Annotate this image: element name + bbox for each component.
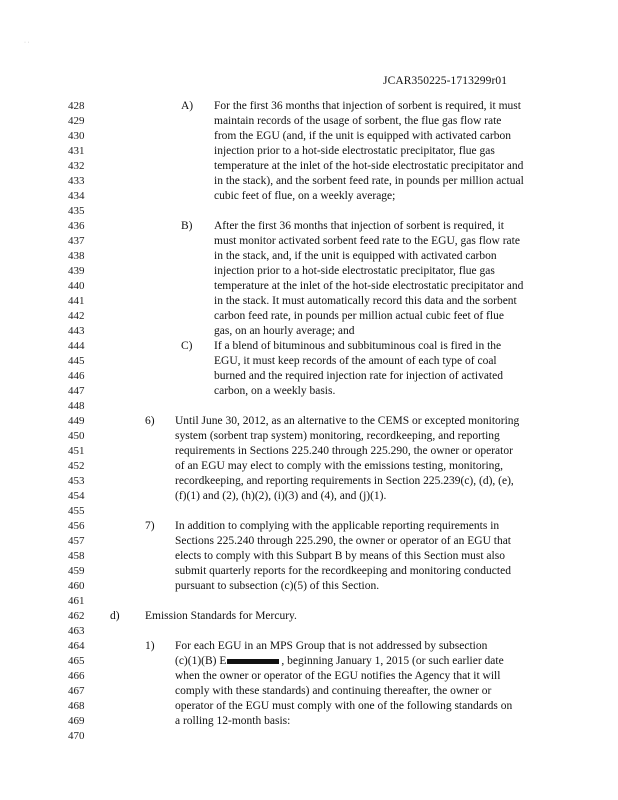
paragraph-d1-line: a rolling 12-month basis: bbox=[175, 715, 291, 727]
line-number: 438 bbox=[68, 250, 85, 262]
line-number: 466 bbox=[68, 670, 85, 682]
paragraph-7-line: submit quarterly reports for the recordkeeping and monitoring conducted bbox=[175, 565, 511, 577]
subsection-d-heading: Emission Standards for Mercury. bbox=[145, 610, 297, 622]
line-number: 439 bbox=[68, 265, 85, 277]
line-number: 457 bbox=[68, 535, 85, 547]
paragraph-6-line: of an EGU may elect to comply with the emissions testing, monitoring, bbox=[175, 460, 504, 472]
paragraph-7-line: pursuant to subsection (c)(5) of this Section. bbox=[175, 580, 380, 592]
line-number: 459 bbox=[68, 565, 85, 577]
corner-mark: · · bbox=[24, 40, 30, 46]
line-number: 443 bbox=[68, 325, 85, 337]
item-b-line: in the stack, and, if the unit is equipped with activated carbon bbox=[214, 250, 497, 262]
line-number: 467 bbox=[68, 685, 85, 697]
subsection-label-d: d) bbox=[110, 610, 120, 622]
line-number: 462 bbox=[68, 610, 85, 622]
line-number: 448 bbox=[68, 400, 85, 412]
line-number: 442 bbox=[68, 310, 85, 322]
d1-line2-post: , beginning January 1, 2015 (or such earlier date bbox=[281, 655, 504, 667]
document-id: JCAR350225-1713299r01 bbox=[383, 75, 508, 87]
line-number: 430 bbox=[68, 130, 85, 142]
line-number: 449 bbox=[68, 415, 85, 427]
item-a-line: in the stack), and the sorbent feed rate, in pounds per million actual bbox=[214, 175, 524, 187]
item-b-line: must monitor activated sorbent feed rate to the EGU, gas flow rate bbox=[214, 235, 520, 247]
line-number: 453 bbox=[68, 475, 85, 487]
paragraph-6-line: system (sorbent trap system) monitoring, recordkeeping, and reporting bbox=[175, 430, 500, 442]
line-number: 456 bbox=[68, 520, 85, 532]
line-number: 433 bbox=[68, 175, 85, 187]
line-number: 463 bbox=[68, 625, 85, 637]
line-number: 440 bbox=[68, 280, 85, 292]
paragraph-d1-line: when the owner or operator of the EGU notifies the Agency that it will bbox=[175, 670, 501, 682]
line-number: 446 bbox=[68, 370, 85, 382]
item-a-line: For the first 36 months that injection of sorbent is required, it must bbox=[214, 100, 521, 112]
item-a-line: maintain records of the usage of sorbent, the flue gas flow rate bbox=[214, 115, 502, 127]
line-number: 447 bbox=[68, 385, 85, 397]
line-number: 461 bbox=[68, 595, 85, 607]
d1-line2-pre: (c)(1)(B) bbox=[175, 655, 220, 667]
item-b-line: in the stack. It must automatically record this data and the sorbent bbox=[214, 295, 517, 307]
item-a-line: temperature at the inlet of the hot-side electrostatic precipitator and bbox=[214, 160, 524, 172]
item-b-line: temperature at the inlet of the hot-side electrostatic precipitator and bbox=[214, 280, 524, 292]
item-b-line: carbon feed rate, in pounds per million actual cubic feet of flue bbox=[214, 310, 504, 322]
line-number: 444 bbox=[68, 340, 85, 352]
item-c-line: If a blend of bituminous and subbituminous coal is fired in the bbox=[214, 340, 502, 352]
line-number: 432 bbox=[68, 160, 85, 172]
paragraph-d1-line bbox=[175, 655, 504, 667]
line-number: 460 bbox=[68, 580, 85, 592]
paragraph-7-line: elects to comply with this Subpart B by means of this Section must also bbox=[175, 550, 505, 562]
item-label-b: B) bbox=[181, 220, 193, 232]
line-number: 454 bbox=[68, 490, 85, 502]
item-label-a: A) bbox=[181, 100, 194, 112]
item-c-line: carbon, on a weekly basis. bbox=[214, 385, 336, 397]
paragraph-6-line: Until June 30, 2012, as an alternative to the CEMS or excepted monitoring bbox=[175, 415, 520, 427]
item-a-line: from the EGU (and, if the unit is equipped with activated carbon bbox=[214, 130, 511, 142]
item-c-line: EGU, it must keep records of the amount of each type of coal bbox=[214, 355, 497, 367]
paragraph-6-line: requirements in Sections 225.240 through 225.290, the owner or operator bbox=[175, 445, 513, 457]
paragraph-label-7: 7) bbox=[145, 520, 155, 532]
paragraph-d1-line: operator of the EGU must comply with one of the following standards on bbox=[175, 700, 513, 712]
line-number: 431 bbox=[68, 145, 85, 157]
item-b-line: injection prior to a hot-side electrostatic precipitator, flue gas bbox=[214, 265, 495, 277]
paragraph-label-6: 6) bbox=[145, 415, 155, 427]
line-number: 458 bbox=[68, 550, 85, 562]
redaction-mark bbox=[227, 659, 279, 664]
line-number: 434 bbox=[68, 190, 85, 202]
line-number: 429 bbox=[68, 115, 85, 127]
item-label-c: C) bbox=[181, 340, 193, 352]
line-number: 469 bbox=[68, 715, 85, 727]
paragraph-d1-line: For each EGU in an MPS Group that is not addressed by subsection bbox=[175, 640, 488, 652]
paragraph-7-line: In addition to complying with the applicable reporting requirements in bbox=[175, 520, 500, 532]
item-c-line: burned and the required injection rate for injection of activated bbox=[214, 370, 503, 382]
line-number: 452 bbox=[68, 460, 85, 472]
paragraph-d1-line: comply with these standards) and continuing thereafter, the owner or bbox=[175, 685, 492, 697]
line-number: 455 bbox=[68, 505, 85, 517]
line-number: 465 bbox=[68, 655, 85, 667]
line-number: 445 bbox=[68, 355, 85, 367]
line-number: 470 bbox=[68, 730, 85, 742]
paragraph-7-line: Sections 225.240 through 225.290, the owner or operator of an EGU that bbox=[175, 535, 511, 547]
item-a-line: injection prior to a hot-side electrostatic precipitator, flue gas bbox=[214, 145, 495, 157]
paragraph-6-line: (f)(1) and (2), (h)(2), (i)(3) and (4), and (j)(1). bbox=[175, 490, 387, 502]
line-number: 441 bbox=[68, 295, 85, 307]
item-b-line: After the first 36 months that injection of sorbent is required, it bbox=[214, 220, 504, 232]
line-number: 464 bbox=[68, 640, 85, 652]
line-number: 450 bbox=[68, 430, 85, 442]
line-number: 468 bbox=[68, 700, 85, 712]
d1-line2-mark: E bbox=[219, 655, 227, 667]
line-number: 435 bbox=[68, 205, 85, 217]
line-number: 437 bbox=[68, 235, 85, 247]
item-b-line: gas, on an hourly average; and bbox=[214, 325, 355, 337]
line-number: 428 bbox=[68, 100, 85, 112]
line-number: 436 bbox=[68, 220, 85, 232]
paragraph-6-line: recordkeeping, and reporting requirements in Section 225.239(c), (d), (e), bbox=[175, 475, 514, 487]
item-a-line: cubic feet of flue, on a weekly average; bbox=[214, 190, 396, 202]
paragraph-label-d1: 1) bbox=[145, 640, 155, 652]
line-number: 451 bbox=[68, 445, 85, 457]
